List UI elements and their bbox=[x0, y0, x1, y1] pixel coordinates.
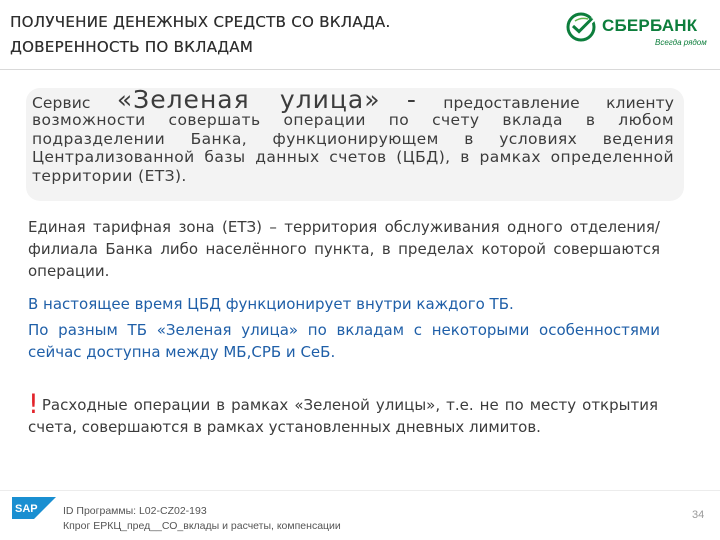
definition-lead-tail: предоставление клиенту bbox=[443, 94, 675, 112]
expense-limits-text: Расходные операции в рамках «Зеленой улицы», т.е. не по месту открытия счета, совершаются в рамках установленных дневных лимитов. bbox=[28, 396, 658, 436]
title-divider bbox=[0, 69, 720, 70]
sberbank-logo-icon bbox=[566, 12, 596, 42]
footer-program-course: Кпрог ЕРКЦ_пред__СО_вклады и расчеты, компенсации bbox=[63, 520, 341, 532]
slide-title-line-1: ПОЛУЧЕНИЕ ДЕНЕЖНЫХ СРЕДСТВ СО ВКЛАДА. bbox=[10, 13, 391, 31]
ets-definition-paragraph: Единая тарифная зона (ЕТЗ) – территория обслуживания одного отделения/филиала Банка либо населённого пункта, в пределах которой совершаются операции. bbox=[28, 218, 660, 280]
footer-program-info bbox=[63, 504, 341, 534]
sberbank-logo-name: СБЕРБАНК bbox=[602, 16, 698, 35]
sberbank-logo bbox=[566, 12, 716, 60]
expense-limits-paragraph bbox=[28, 391, 658, 438]
slide-title-line-2: ДОВЕРЕННОСТЬ ПО ВКЛАДАМ bbox=[10, 38, 254, 56]
sap-logo-icon bbox=[12, 497, 56, 519]
exclamation-icon: ! bbox=[28, 389, 39, 420]
page-number: 34 bbox=[692, 509, 705, 521]
cbd-status-paragraph: В настоящее время ЦБД функционирует внутри каждого ТБ. bbox=[28, 295, 514, 313]
definition-service-name: «Зеленая улица» bbox=[116, 85, 381, 114]
sberbank-logo-slogan: Всегда рядом bbox=[655, 38, 707, 47]
definition-dash: - bbox=[406, 85, 417, 114]
footer-program-id: ID Программы: L02-CZ02-193 bbox=[63, 505, 207, 517]
slide-title bbox=[10, 10, 490, 60]
definition-word-service: Сервис bbox=[32, 94, 91, 112]
definition-text bbox=[32, 85, 675, 185]
sap-logo-text: SAP bbox=[15, 503, 38, 515]
footer-divider bbox=[0, 490, 720, 491]
green-street-availability-paragraph: По разным ТБ «Зеленая улица» по вкладам с некоторыми особенностями сейчас доступна между МБ,СРБ и СеБ. bbox=[28, 321, 660, 361]
definition-rest: возможности совершать операции по счету вклада в любом подразделении Банка, функционирующем в условиях ведения Централизованной базы данных счетов (ЦБД), в рамках определенной территории (ЕТЗ). bbox=[32, 111, 674, 185]
definition-lead-line bbox=[32, 85, 675, 114]
